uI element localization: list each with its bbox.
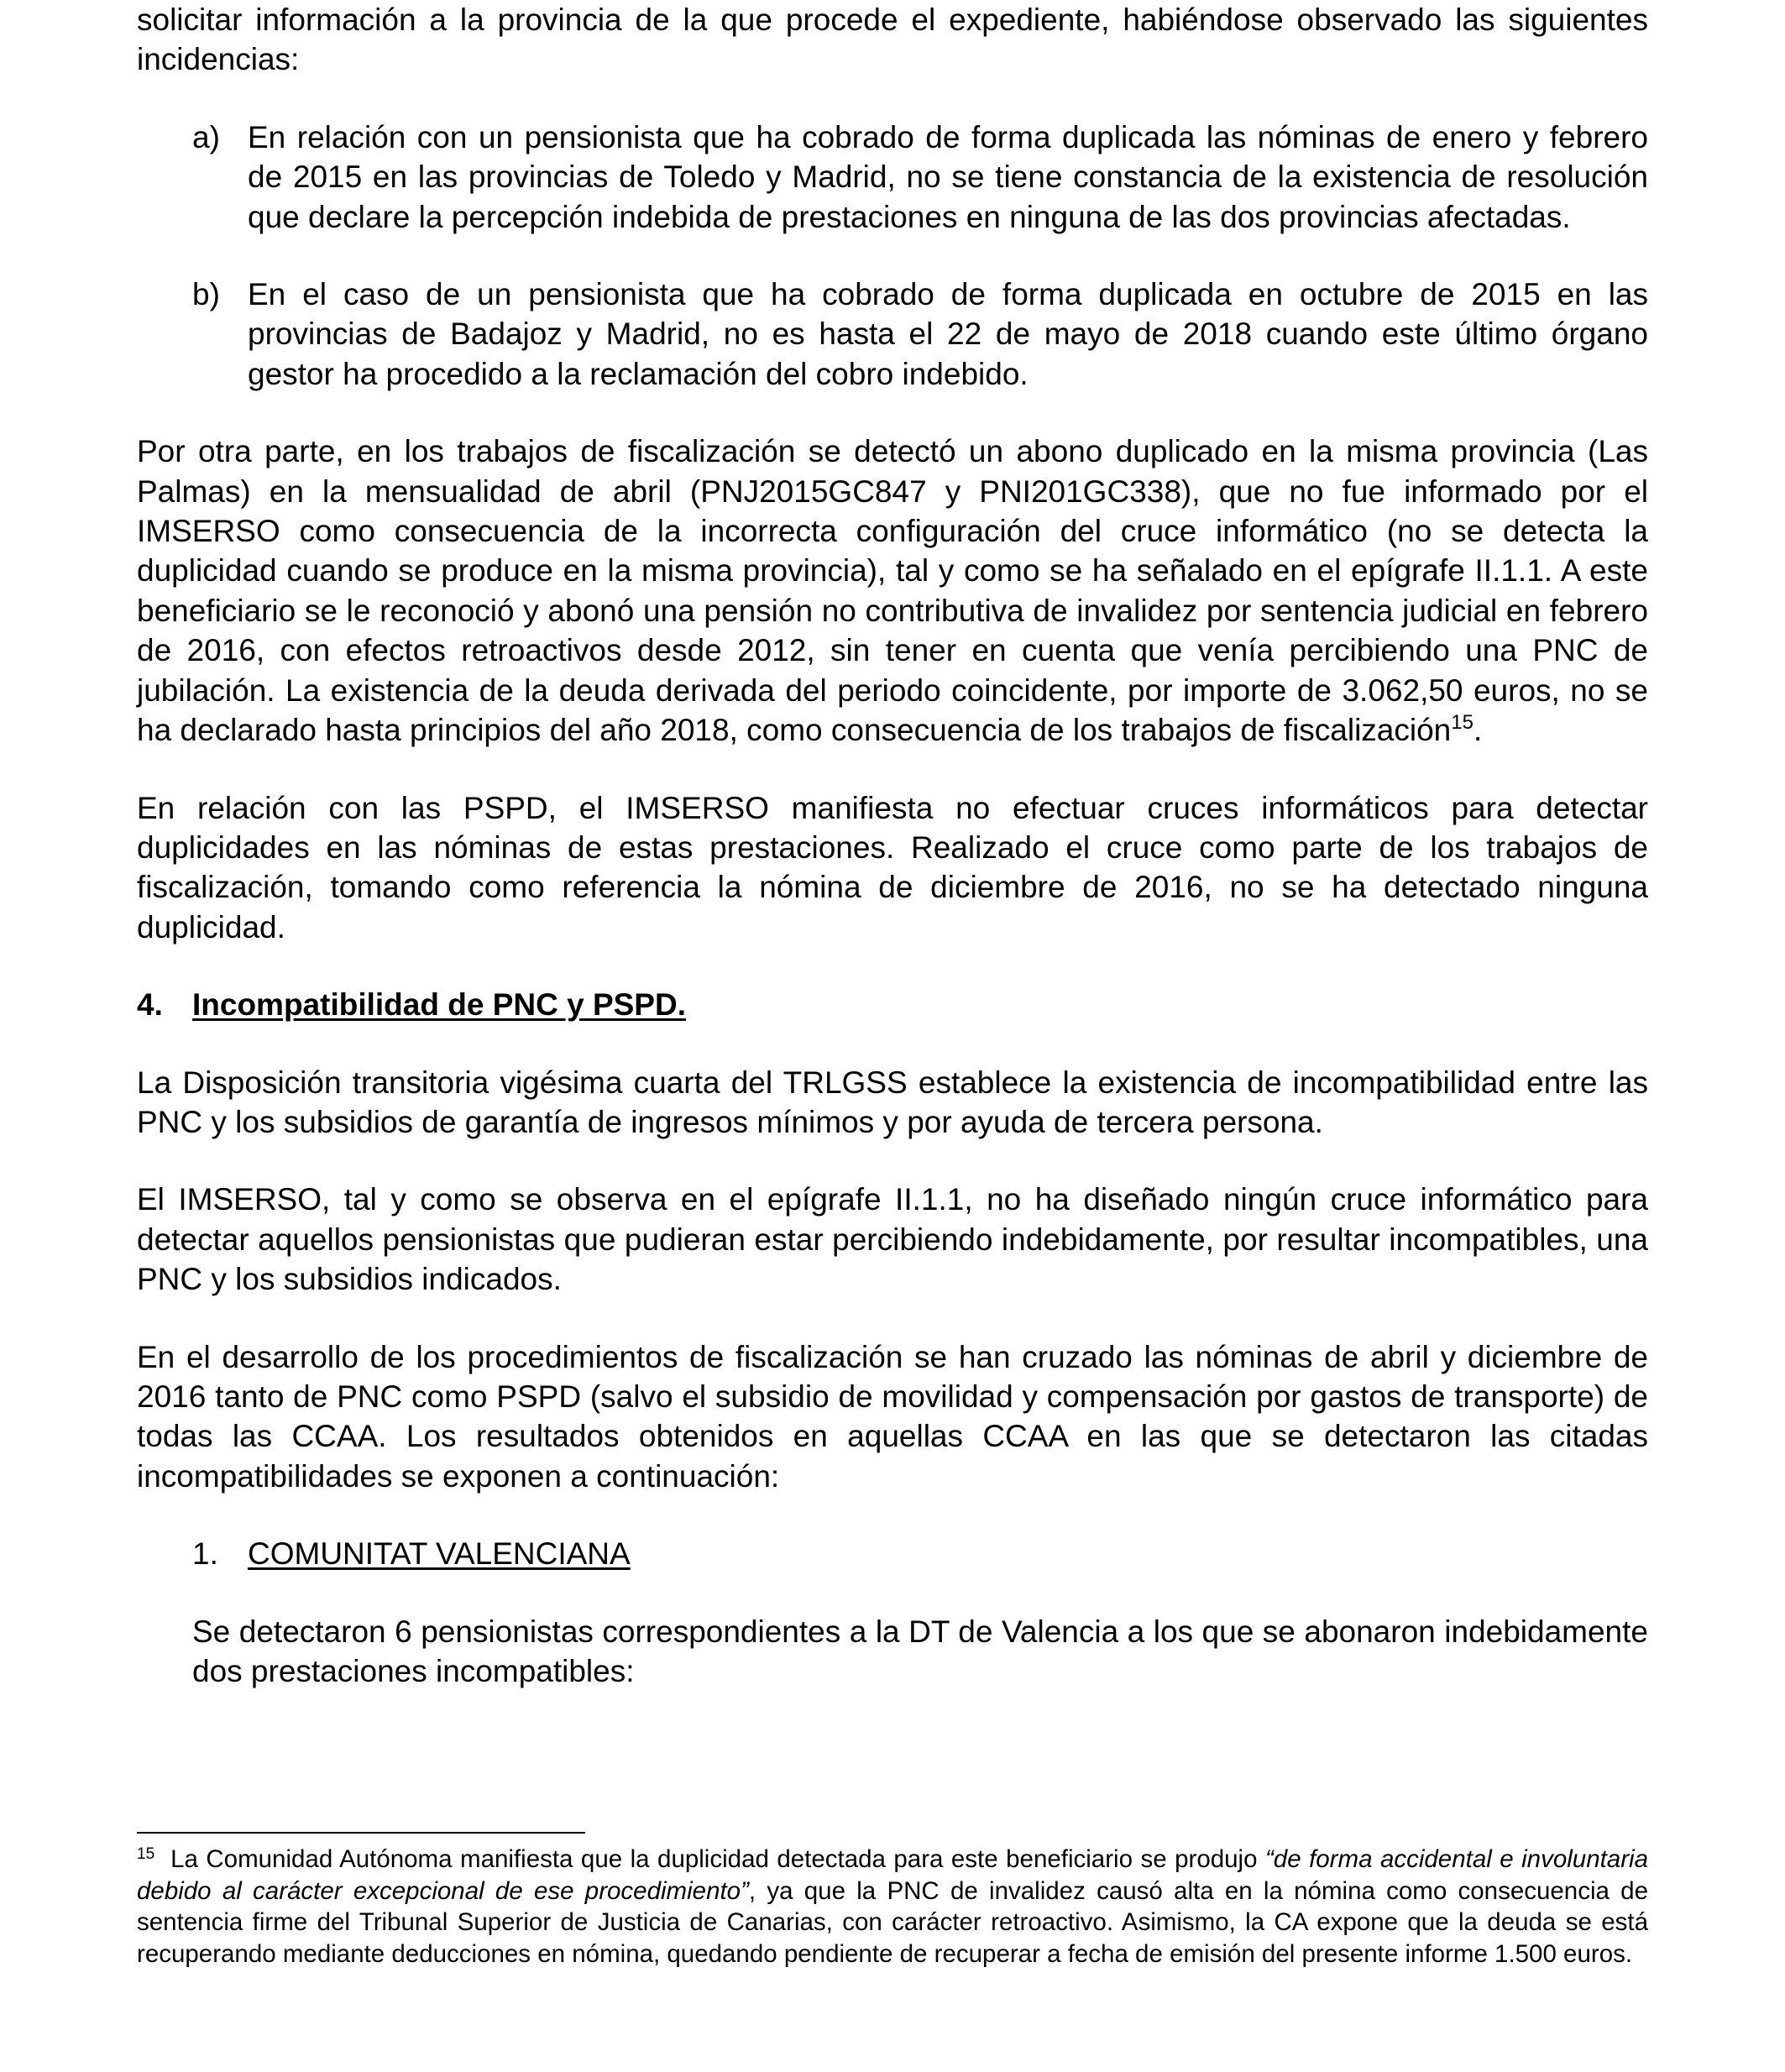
incidencia-item-b bbox=[137, 275, 1648, 394]
incidencia-marker: b) bbox=[192, 277, 220, 312]
paragraph-valencia: Se detectaron 6 pensionistas correspondientes a la DT de Valencia a los que se abonaron indebidamente dos prestaciones incompatibles: bbox=[192, 1614, 1648, 1688]
incidencia-marker: a) bbox=[192, 119, 220, 154]
footnote-separator bbox=[137, 1832, 585, 1834]
incidencia-item-a bbox=[137, 118, 1648, 237]
paragraph-desarrollo: En el desarrollo de los procedimientos de fiscalización se han cruzado las nóminas de abril y diciembre de 2016 tanto de PNC como PSPD (salvo el subsidio de movilidad y compensación por gastos de transporte) de todas las CCAA. Los resultados obtenidos en aquellas CCAA en las que se detectaron las citadas incompatibilidades se exponen a continuación: bbox=[137, 1339, 1648, 1494]
section-number: 4. bbox=[137, 987, 163, 1023]
footnote-number: 15 bbox=[137, 1845, 155, 1863]
document-page bbox=[137, 0, 1648, 1691]
subsection-title: COMUNITAT VALENCIANA bbox=[248, 1536, 631, 1572]
footnote-reference[interactable]: 15 bbox=[1451, 711, 1474, 735]
paragraph-imserso: El IMSERSO, tal y como se observa en el epígrafe II.1.1, no ha diseñado ningún cruce informático para detectar aquellos pensionistas que pudieran estar percibiendo indebidamente, por resultar incompatibles, una PNC y los subsidios indicados. bbox=[137, 1182, 1648, 1297]
paragraph-otra-parte: Por otra parte, en los trabajos de fiscalización se detectó un abono duplicado en la misma provincia (Las Palmas) en la mensualidad de abril (PNJ2015GC847 y PNI201GC338), que no fue informado por el IMSERSO como consecuencia de la incorrecta configuración del cruce informático (no se detecta la duplicidad cuando se produce en la misma provincia), tal y como se ha señalado en el epígrafe II.1.1. A este beneficiario se le reconoció y abonó una pensión no contributiva de invalidez por sentencia judicial en febrero de 2016, con efectos retroactivos desde 2012, sin tener en cuenta que venía percibiendo una PNC de jubilación. La existencia de la deuda derivada del periodo coincidente, por importe de 3.062,50 euros, no se ha declarado hasta principios del año 2018, como consecuencia de los trabajos de fiscalización$^{15}$. bbox=[137, 434, 1648, 748]
paragraph-disposicion: La Disposición transitoria vigésima cuarta del TRLGSS establece la existencia de incompatibilidad entre las PNC y los subsidios de garantía de ingresos mínimos y por ayuda de tercera persona. bbox=[137, 1065, 1648, 1139]
intro-paragraph: solicitar información a la provincia de la que procede el expediente, habiéndose observado las siguientes incidencias: bbox=[137, 3, 1648, 77]
paragraph-pspd: En relación con las PSPD, el IMSERSO manifiesta no efectuar cruces informáticos para detectar duplicidades en las nóminas de estas prestaciones. Realizado el cruce como parte de los trabajos de fiscalización, tomando como referencia la nómina de diciembre de 2016, no se ha detectado ninguna duplicidad. bbox=[137, 790, 1648, 944]
footnote-quote: “de forma accidental e involuntaria debido al carácter excepcional de ese procedimiento” bbox=[137, 1845, 1648, 1905]
subsection-heading bbox=[137, 1534, 1648, 1573]
footnote: $^{15}$ La Comunidad Autónoma manifiesta que la duplicidad detectada para este beneficiario se produjo “de forma accidental e involuntaria debido al carácter excepcional de ese procedimiento”, ya que la PNC de invalidez causó alta en la nómina como consecuencia de sentencia firme del Tribunal Superior de Justicia de Canarias, con carácter retroactivo. Asimismo, la CA expone que la deuda se está recuperando mediante deducciones en nómina, quedando pendiente de recuperar a fecha de emisión del presente informe 1.500 euros. bbox=[137, 1845, 1648, 1968]
section-title: Incompatibilidad de PNC y PSPD. bbox=[192, 987, 686, 1023]
incidencia-text: En el caso de un pensionista que ha cobrado de forma duplicada en octubre de 2015 en las provincias de Badajoz y Madrid, no es hasta el 22 de mayo de 2018 cuando este último órgano gestor ha procedido a la reclamación del cobro indebido. bbox=[248, 277, 1648, 391]
section-heading bbox=[137, 985, 1648, 1024]
incidencia-text: En relación con un pensionista que ha cobrado de forma duplicada las nóminas de enero y febrero de 2015 en las provincias de Toledo y Madrid, no se tiene constancia de la existencia de resolución que declare la percepción indebida de prestaciones en ninguna de las dos provincias afectadas. bbox=[248, 119, 1648, 234]
subsection-number: 1. bbox=[192, 1536, 218, 1572]
